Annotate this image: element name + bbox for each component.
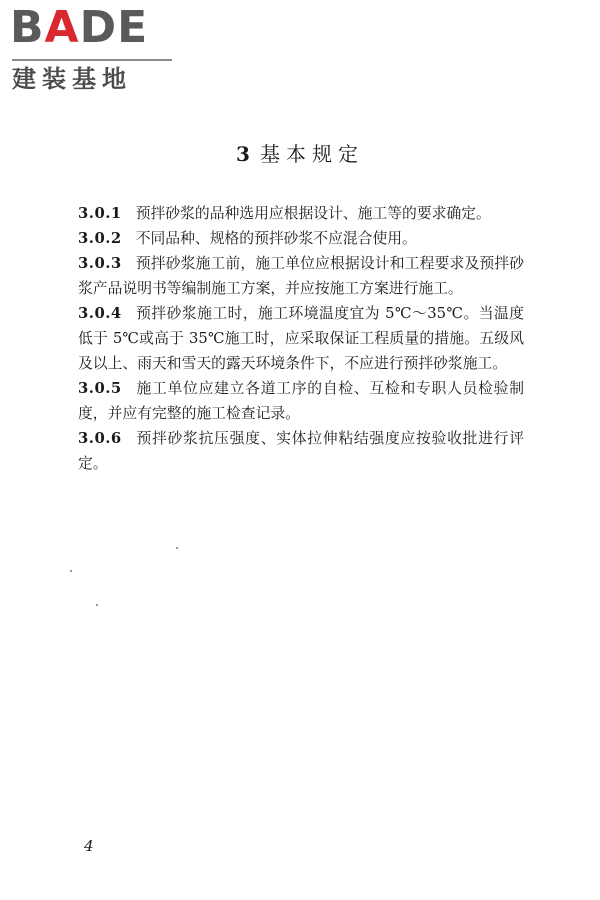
watermark-logo [10, 2, 175, 93]
clause-text: 预拌砂浆施工时，施工环境温度宜为 5℃～35℃。当温度低于 5℃或高于 35℃施工时，应采取保证工程质量的措施。五级风及以上、雨天和雪天的露天环境条件下，不应进行预拌砂浆施工。 [78, 305, 524, 372]
clause-text: 不同品种、规格的预拌砂浆不应混合使用。 [135, 230, 417, 247]
clause-number: 3.0.2 [78, 230, 122, 247]
clause-number: 3.0.4 [78, 305, 122, 322]
clause-3-0-1 [78, 201, 524, 226]
logo-divider [12, 59, 172, 61]
page-number: 4 [84, 837, 94, 855]
clause-list [78, 201, 524, 476]
section-heading [0, 139, 600, 169]
clause-3-0-6 [78, 426, 524, 476]
section-title: 基本规定 [259, 142, 364, 166]
section-number: 3 [236, 142, 250, 166]
clause-3-0-3 [78, 251, 524, 301]
clause-text: 预拌砂浆抗压强度、实体拉伸粘结强度应按验收批进行评定。 [78, 430, 524, 472]
logo-subtitle: 建装基地 [12, 65, 132, 93]
clause-text: 预拌砂浆施工前，施工单位应根据设计和工程要求及预拌砂浆产品说明书等编制施工方案，并应按施工方案进行施工。 [78, 255, 524, 297]
scan-speck [70, 570, 72, 572]
clause-3-0-5 [78, 376, 524, 426]
clause-text: 施工单位应建立各道工序的自检、互检和专职人员检验制度，并应有完整的施工检查记录。 [78, 380, 524, 422]
clause-number: 3.0.3 [78, 255, 122, 272]
scan-speck [176, 547, 178, 549]
clause-3-0-4 [78, 301, 524, 376]
logo-wordmark: BADE [10, 2, 149, 53]
clause-3-0-2 [78, 226, 524, 251]
clause-text: 预拌砂浆的品种选用应根据设计、施工等的要求确定。 [135, 205, 491, 222]
clause-number: 3.0.1 [78, 205, 122, 222]
scan-speck [96, 604, 98, 606]
clause-number: 3.0.6 [78, 430, 122, 447]
clause-number: 3.0.5 [78, 380, 122, 397]
